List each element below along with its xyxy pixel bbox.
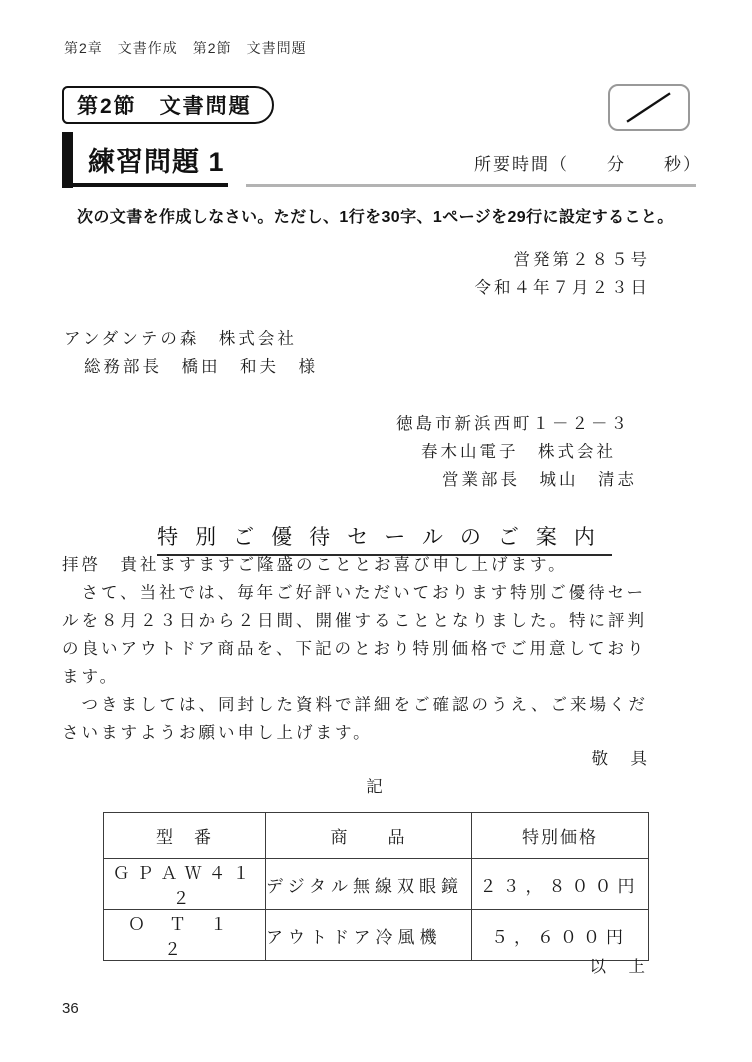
heading-underline-black [62,183,228,187]
notation-ki: 記 [366,777,386,796]
sender-address: 徳島市新浜西町１－２－３ [396,414,630,433]
header-product: 商 品 [266,813,472,859]
cell-price: ５，６００円 [472,910,649,961]
end-mark-ijou: 以 上 [589,957,648,976]
heading-accent-bar [62,132,73,188]
letter-subject: 特別ご優待セールのご案内 [157,521,612,556]
section-heading-label: 第2節 文書問題 [77,95,252,118]
letter-body [62,551,702,747]
cell-model: ＧＰＡＷ４１２ [104,859,266,910]
section-heading-box [62,86,274,124]
exercise-title: 練習問題 1 [88,147,225,177]
required-time-label: 所要時間（ 分 秒） [474,155,702,174]
completion-checkbox [608,84,690,131]
closing-keigu: 敬 具 [591,749,650,768]
product-table [103,812,649,961]
recipient-person: 総務部長 橋田 和夫 様 [84,357,318,376]
doc-date: 令和４年７月２３日 [474,278,650,297]
table-header-row [104,813,649,859]
table-row [104,859,649,910]
heading-underline-gray [246,184,696,187]
cell-product: アウトドア冷風機 [266,910,472,961]
sender-person: 営業部長 城山 清志 [442,470,637,489]
body-line: つきましては、同封した資料で詳細をご確認のうえ、ご来場くだ [62,695,648,714]
doc-number: 営発第２８５号 [513,250,650,269]
header-model: 型 番 [104,813,266,859]
body-line: の良いアウトドア商品を、下記のとおり特別価格でご用意しており [62,639,647,658]
header-price: 特別価格 [472,813,649,859]
cell-model: ＯＴ１２ [104,910,266,961]
doc-number-block [62,246,650,302]
body-line: さいますようお願い申し上げます。 [62,723,373,742]
body-line: 拝啓 貴社ますますご隆盛のこととお喜び申し上げます。 [62,555,568,574]
page-number: 36 [62,1000,79,1017]
breadcrumb: 第2章 文書作成 第2節 文書問題 [64,40,307,56]
body-line: ルを８月２３日から２日間、開催することとなりました。特に評判 [62,611,647,630]
cell-price: ２３，８００円 [472,859,649,910]
body-line: ます。 [62,667,120,686]
instruction-text: 次の文書を作成しなさい。ただし、1行を30字、1ページを29行に設定すること。 [77,209,674,226]
sender-company: 春木山電子 株式会社 [421,442,616,461]
recipient-company: アンダンテの森 株式会社 [64,329,297,348]
cell-product: デジタル無線双眼鏡 [266,859,472,910]
slash-mark-icon [610,86,688,129]
body-line: さて、当社では、毎年ご好評いただいております特別ご優待セー [62,583,647,602]
